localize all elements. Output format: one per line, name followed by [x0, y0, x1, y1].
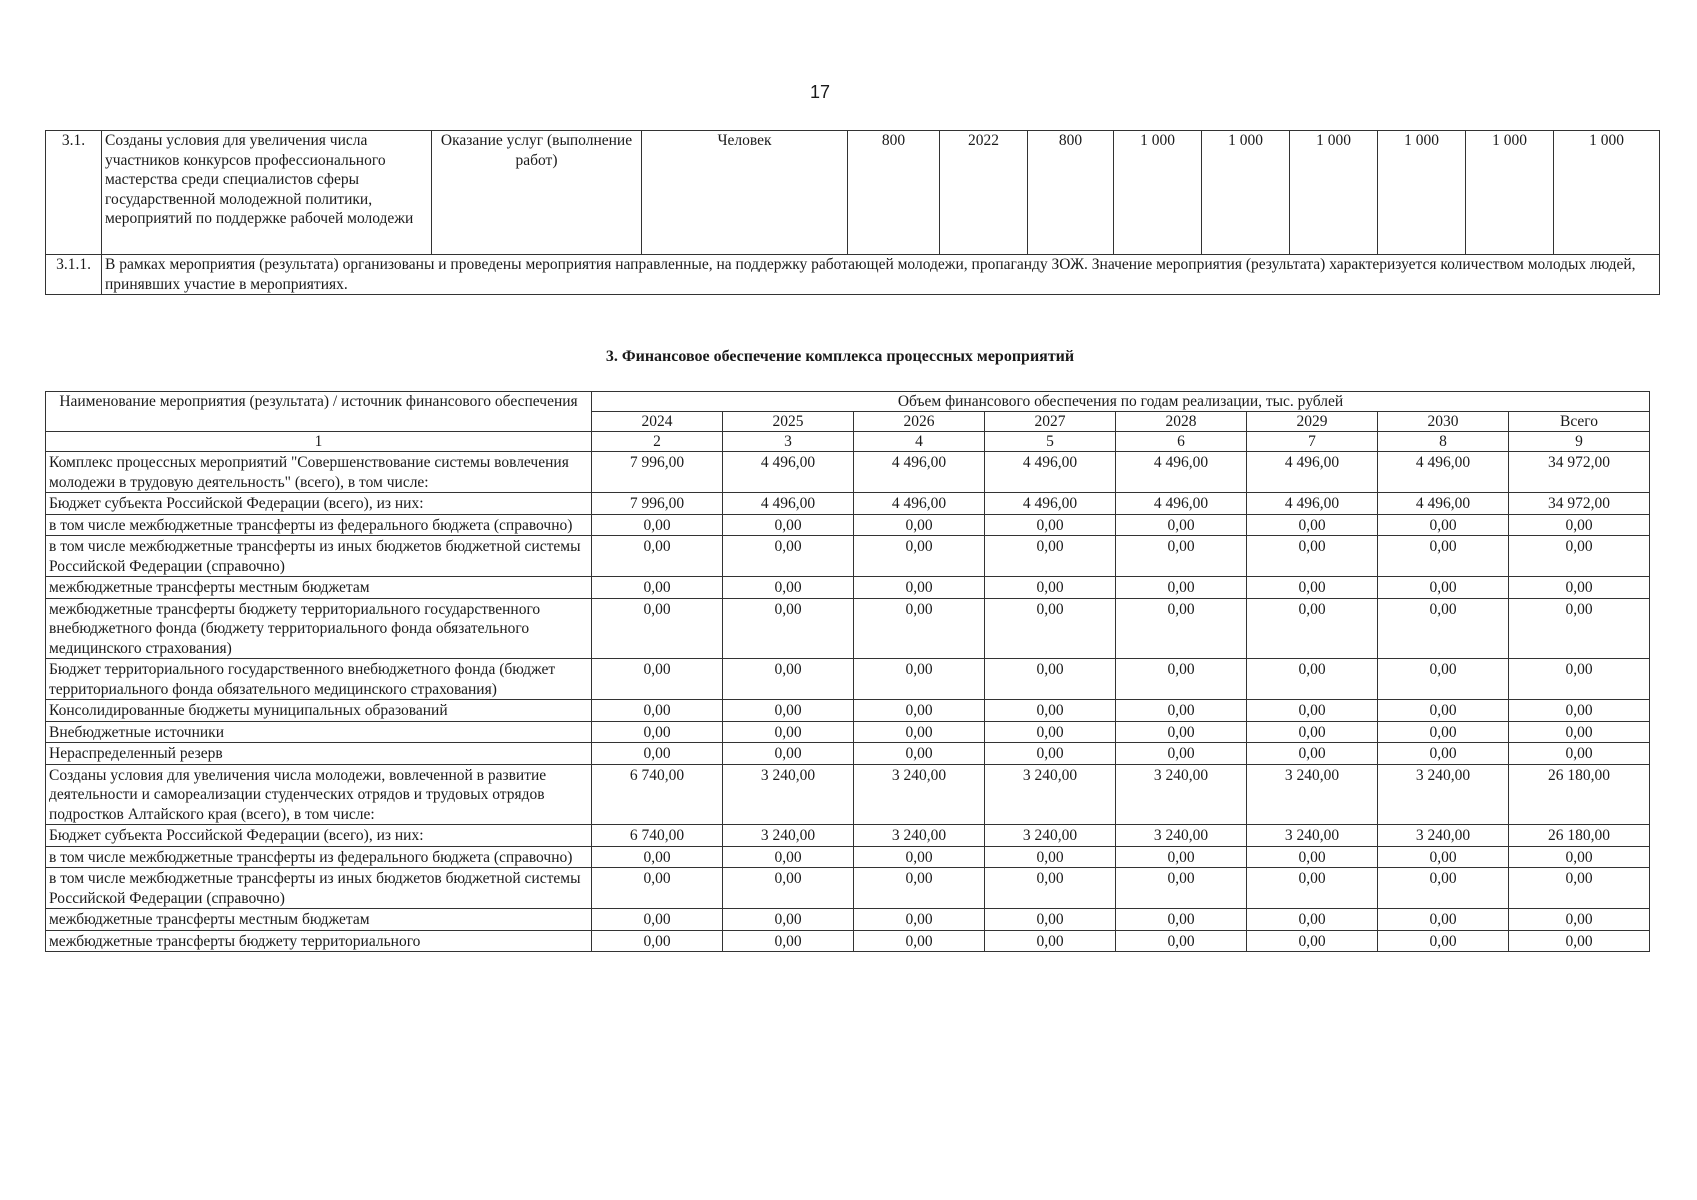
- table-row: [46, 930, 1650, 952]
- year-value: 0,00: [723, 700, 854, 722]
- year-value: 4 496,00: [854, 493, 985, 515]
- year-value: 0,00: [985, 868, 1116, 909]
- year-value: 0,00: [592, 577, 723, 599]
- year-value: 4 496,00: [985, 493, 1116, 515]
- year-header: 2025: [723, 412, 854, 432]
- year-value: 3 240,00: [723, 764, 854, 825]
- year-value: 0,00: [854, 536, 985, 577]
- column-number: 9: [1509, 432, 1650, 452]
- year-value: 0,00: [985, 577, 1116, 599]
- total-value: 0,00: [1509, 514, 1650, 536]
- year-value: 4 496,00: [1247, 493, 1378, 515]
- year-value: 0,00: [592, 659, 723, 700]
- year-value: 0,00: [592, 743, 723, 765]
- table-row: [46, 452, 1650, 493]
- column-number: 1: [46, 432, 592, 452]
- year-header: 2026: [854, 412, 985, 432]
- column-number: 6: [1116, 432, 1247, 452]
- year-value: 3 240,00: [985, 825, 1116, 847]
- year-value: 0,00: [1247, 514, 1378, 536]
- year-value: 0,00: [723, 577, 854, 599]
- year-value: 1 000: [1554, 131, 1660, 255]
- total-value: 26 180,00: [1509, 825, 1650, 847]
- total-value: 0,00: [1509, 659, 1650, 700]
- year-value: 0,00: [1378, 930, 1509, 952]
- year-value: 0,00: [1116, 721, 1247, 743]
- year-value: 0,00: [1378, 909, 1509, 931]
- year-value: 0,00: [985, 846, 1116, 868]
- year-value: 0,00: [1116, 659, 1247, 700]
- year-value: 0,00: [1247, 868, 1378, 909]
- table-row: [46, 659, 1650, 700]
- total-value: 0,00: [1509, 536, 1650, 577]
- year-header: 2030: [1378, 412, 1509, 432]
- base-value: 800: [848, 131, 940, 255]
- table-row: [46, 743, 1650, 765]
- year-value: 0,00: [985, 598, 1116, 659]
- year-value: 0,00: [1378, 536, 1509, 577]
- year-value: 4 496,00: [1247, 452, 1378, 493]
- result-note: В рамках мероприятия (результата) организованы и проведены мероприятия направленные, на поддержку работающей молодежи, пропаганду ЗОЖ. Значение мероприятия (результата) характеризуется количеством молодых людей, принявших участие в мероприятиях.: [102, 255, 1660, 295]
- year-value: 0,00: [1116, 909, 1247, 931]
- year-value: 0,00: [723, 909, 854, 931]
- year-header: 2027: [985, 412, 1116, 432]
- year-value: 6 740,00: [592, 764, 723, 825]
- year-value: 0,00: [592, 868, 723, 909]
- year-value: 1 000: [1202, 131, 1290, 255]
- source-name: в том числе межбюджетные трансферты из иных бюджетов бюджетной системы Российской Федерации (справочно): [46, 868, 592, 909]
- year-value: 0,00: [854, 598, 985, 659]
- year-value: 0,00: [592, 930, 723, 952]
- year-value: 3 240,00: [1247, 825, 1378, 847]
- year-value: 0,00: [985, 909, 1116, 931]
- table-row: [46, 514, 1650, 536]
- year-value: 0,00: [592, 514, 723, 536]
- source-name: межбюджетные трансферты бюджету территориального государственного внебюджетного фонда (бюджету территориального фонда обязательного медицинского страхования): [46, 598, 592, 659]
- total-value: 0,00: [1509, 930, 1650, 952]
- year-value: 0,00: [1247, 909, 1378, 931]
- year-value: 0,00: [1247, 743, 1378, 765]
- year-value: 800: [1028, 131, 1114, 255]
- year-value: 0,00: [854, 909, 985, 931]
- year-value: 0,00: [1378, 721, 1509, 743]
- total-value: 0,00: [1509, 577, 1650, 599]
- table-row: [46, 255, 1660, 295]
- row-number: 3.1.1.: [46, 255, 102, 295]
- year-value: 0,00: [1247, 846, 1378, 868]
- year-value: 4 496,00: [1378, 493, 1509, 515]
- year-value: 1 000: [1114, 131, 1202, 255]
- year-value: 0,00: [985, 743, 1116, 765]
- result-table: [45, 130, 1660, 295]
- year-value: 0,00: [854, 868, 985, 909]
- year-value: 3 240,00: [1378, 825, 1509, 847]
- total-value: 0,00: [1509, 598, 1650, 659]
- year-header: 2029: [1247, 412, 1378, 432]
- result-name: Созданы условия для увеличения числа участников конкурсов профессионального мастерства среди специалистов сферы государственной молодежной политики, мероприятий по поддержке рабочей молодежи: [102, 131, 432, 255]
- result-type: Оказание услуг (выполнение работ): [432, 131, 642, 255]
- year-value: 6 740,00: [592, 825, 723, 847]
- year-value: 0,00: [592, 846, 723, 868]
- year-value: 3 240,00: [1247, 764, 1378, 825]
- year-value: 0,00: [592, 598, 723, 659]
- year-value: 0,00: [985, 700, 1116, 722]
- year-value: 3 240,00: [854, 825, 985, 847]
- year-value: 0,00: [723, 659, 854, 700]
- year-value: 1 000: [1378, 131, 1466, 255]
- source-name: Внебюджетные источники: [46, 721, 592, 743]
- year-value: 0,00: [985, 721, 1116, 743]
- year-value: 1 000: [1290, 131, 1378, 255]
- year-value: 0,00: [723, 721, 854, 743]
- year-value: 0,00: [1247, 577, 1378, 599]
- year-value: 0,00: [723, 930, 854, 952]
- year-value: 0,00: [592, 721, 723, 743]
- year-value: 0,00: [1378, 743, 1509, 765]
- year-value: 3 240,00: [854, 764, 985, 825]
- table-row: [46, 868, 1650, 909]
- year-value: 0,00: [1116, 577, 1247, 599]
- column-number: 7: [1247, 432, 1378, 452]
- table-row: [46, 577, 1650, 599]
- year-value: 0,00: [1378, 659, 1509, 700]
- year-value: 0,00: [1378, 700, 1509, 722]
- source-name: Созданы условия для увеличения числа молодежи, вовлеченной в развитие деятельности и самореализации студенческих отрядов и трудовых отрядов подростков Алтайского края (всего), в том числе:: [46, 764, 592, 825]
- year-value: 0,00: [1116, 743, 1247, 765]
- source-name: межбюджетные трансферты бюджету территориального: [46, 930, 592, 952]
- total-value: 26 180,00: [1509, 764, 1650, 825]
- row-number: 3.1.: [46, 131, 102, 255]
- year-value: 0,00: [723, 846, 854, 868]
- total-value: 0,00: [1509, 846, 1650, 868]
- year-value: 0,00: [723, 743, 854, 765]
- table-row: [46, 536, 1650, 577]
- year-value: 3 240,00: [1378, 764, 1509, 825]
- section-title: 3. Финансовое обеспечение комплекса процессных мероприятий: [605, 348, 1075, 365]
- header-volume: Объем финансового обеспечения по годам реализации, тыс. рублей: [592, 392, 1650, 412]
- year-value: 0,00: [1116, 846, 1247, 868]
- total-value: 0,00: [1509, 868, 1650, 909]
- year-value: 0,00: [854, 846, 985, 868]
- source-name: Бюджет территориального государственного внебюджетного фонда (бюджет территориального фонда обязательного медицинского страхования): [46, 659, 592, 700]
- source-name: в том числе межбюджетные трансферты из федерального бюджета (справочно): [46, 846, 592, 868]
- year-value: 0,00: [723, 868, 854, 909]
- year-value: 7 996,00: [592, 452, 723, 493]
- source-name: в том числе межбюджетные трансферты из иных бюджетов бюджетной системы Российской Федерации (справочно): [46, 536, 592, 577]
- year-value: 0,00: [985, 514, 1116, 536]
- table-row: [46, 700, 1650, 722]
- year-value: 0,00: [1116, 536, 1247, 577]
- year-header: 2024: [592, 412, 723, 432]
- total-header: Всего: [1509, 412, 1650, 432]
- year-value: 0,00: [723, 514, 854, 536]
- column-number: 8: [1378, 432, 1509, 452]
- year-value: 0,00: [1378, 598, 1509, 659]
- year-value: 4 496,00: [985, 452, 1116, 493]
- header-row: [46, 392, 1650, 412]
- total-value: 0,00: [1509, 743, 1650, 765]
- year-value: 0,00: [592, 536, 723, 577]
- table-row: [46, 598, 1650, 659]
- page-number: 17: [809, 82, 831, 102]
- base-year: 2022: [940, 131, 1028, 255]
- year-value: 0,00: [723, 536, 854, 577]
- table-row: [46, 493, 1650, 515]
- year-value: 0,00: [723, 598, 854, 659]
- year-value: 0,00: [985, 930, 1116, 952]
- year-value: 0,00: [985, 659, 1116, 700]
- year-value: 7 996,00: [592, 493, 723, 515]
- year-value: 0,00: [1247, 700, 1378, 722]
- table-row: [46, 846, 1650, 868]
- total-value: 0,00: [1509, 909, 1650, 931]
- year-value: 4 496,00: [1116, 452, 1247, 493]
- source-name: Бюджет субъекта Российской Федерации (всего), из них:: [46, 825, 592, 847]
- year-value: 4 496,00: [723, 452, 854, 493]
- source-name: Консолидированные бюджеты муниципальных образований: [46, 700, 592, 722]
- source-name: межбюджетные трансферты местным бюджетам: [46, 909, 592, 931]
- finance-table: [45, 391, 1650, 952]
- year-value: 4 496,00: [854, 452, 985, 493]
- year-value: 0,00: [1116, 700, 1247, 722]
- year-value: 0,00: [854, 700, 985, 722]
- year-value: 0,00: [1378, 846, 1509, 868]
- column-numbers-row: [46, 432, 1650, 452]
- year-value: 0,00: [854, 577, 985, 599]
- year-value: 0,00: [1116, 598, 1247, 659]
- column-number: 2: [592, 432, 723, 452]
- source-name: межбюджетные трансферты местным бюджетам: [46, 577, 592, 599]
- year-value: 0,00: [1116, 514, 1247, 536]
- year-value: 1 000: [1466, 131, 1554, 255]
- total-value: 34 972,00: [1509, 452, 1650, 493]
- year-value: 0,00: [1116, 868, 1247, 909]
- finance-table-body: [46, 452, 1650, 952]
- source-name: Бюджет субъекта Российской Федерации (всего), из них:: [46, 493, 592, 515]
- year-value: 0,00: [1247, 721, 1378, 743]
- year-value: 3 240,00: [985, 764, 1116, 825]
- year-value: 0,00: [854, 930, 985, 952]
- column-number: 5: [985, 432, 1116, 452]
- year-value: 0,00: [1247, 536, 1378, 577]
- table-row: [46, 131, 1660, 255]
- total-value: 0,00: [1509, 700, 1650, 722]
- source-name: Нераспределенный резерв: [46, 743, 592, 765]
- table-row: [46, 764, 1650, 825]
- year-value: 0,00: [1247, 598, 1378, 659]
- year-value: 0,00: [592, 909, 723, 931]
- year-value: 0,00: [1378, 514, 1509, 536]
- year-value: 0,00: [854, 659, 985, 700]
- total-value: 34 972,00: [1509, 493, 1650, 515]
- year-header: 2028: [1116, 412, 1247, 432]
- column-number: 3: [723, 432, 854, 452]
- year-value: 0,00: [854, 514, 985, 536]
- year-value: 0,00: [1116, 930, 1247, 952]
- year-value: 0,00: [854, 743, 985, 765]
- year-value: 3 240,00: [1116, 764, 1247, 825]
- table-row: [46, 909, 1650, 931]
- table-row: [46, 721, 1650, 743]
- year-value: 4 496,00: [1378, 452, 1509, 493]
- year-value: 0,00: [1247, 930, 1378, 952]
- year-value: 3 240,00: [1116, 825, 1247, 847]
- year-value: 3 240,00: [723, 825, 854, 847]
- year-value: 0,00: [1378, 577, 1509, 599]
- year-value: 4 496,00: [1116, 493, 1247, 515]
- year-value: 0,00: [1247, 659, 1378, 700]
- year-value: 0,00: [985, 536, 1116, 577]
- column-number: 4: [854, 432, 985, 452]
- year-value: 4 496,00: [723, 493, 854, 515]
- source-name: в том числе межбюджетные трансферты из федерального бюджета (справочно): [46, 514, 592, 536]
- unit: Человек: [642, 131, 848, 255]
- year-value: 0,00: [592, 700, 723, 722]
- year-value: 0,00: [854, 721, 985, 743]
- source-name: Комплекс процессных мероприятий "Совершенствование системы вовлечения молодежи в трудовую деятельность" (всего), в том числе:: [46, 452, 592, 493]
- total-value: 0,00: [1509, 721, 1650, 743]
- year-value: 0,00: [1378, 868, 1509, 909]
- header-name: Наименование мероприятия (результата) / источник финансового обеспечения: [46, 392, 592, 432]
- table-row: [46, 825, 1650, 847]
